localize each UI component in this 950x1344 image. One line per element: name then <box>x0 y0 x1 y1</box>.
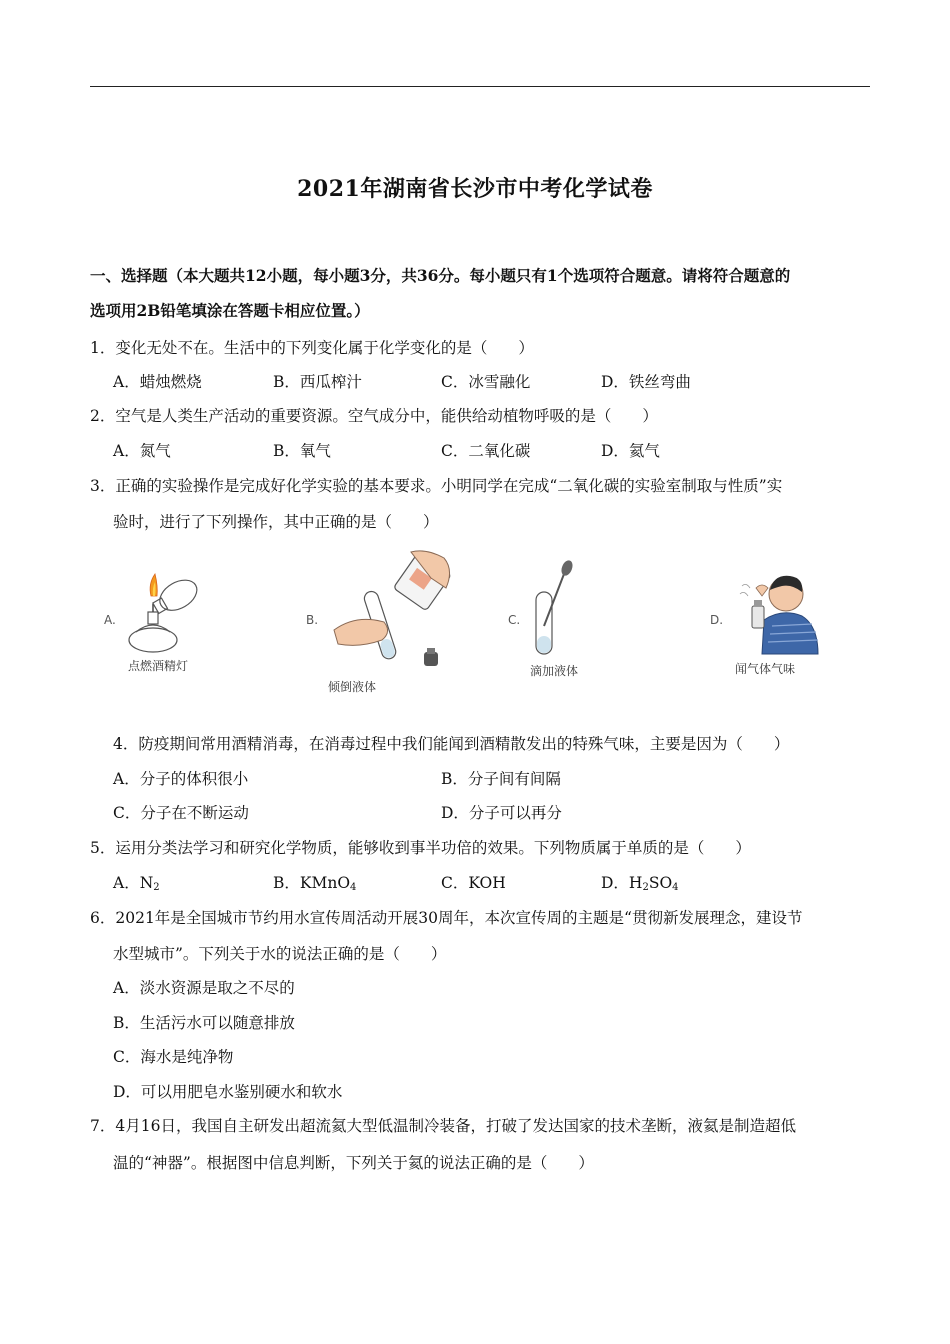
option-a-formula: A．N <box>113 874 154 892</box>
exam-title: 2021年湖南省长沙市中考化学试卷 <box>297 176 653 202</box>
question-6-stem-line1: 6．2021年是全国城市节约用水宣传周活动开展30周年，本次宣传周的主题是“贯彻新发展理念，建设节 <box>90 909 803 927</box>
option-a-subscript: 2 <box>153 882 160 893</box>
question-2-option-b[interactable]: B．氧气 <box>273 442 331 460</box>
question-4-stem: 4．防疫期间常用酒精消毒，在消毒过程中我们能闻到酒精散发出的特殊气味，主要是因为（ ） <box>113 735 790 753</box>
question-5-stem: 5．运用分类法学习和研究化学物质，能够收到事半功倍的效果。下列物质属于单质的是（ ） <box>90 839 751 857</box>
section-heading-line2: 选项用2B铅笔填涂在答题卡相应位置。） <box>90 301 370 320</box>
figure-a-caption: 点燃酒精灯 <box>128 659 189 673</box>
question-6-option-b[interactable]: B．生活污水可以随意排放 <box>113 1014 295 1032</box>
option-d-formula-mid: SO <box>648 874 673 892</box>
option-d-formula: D．H <box>601 874 643 892</box>
question-2-option-d[interactable]: D．氦气 <box>601 442 660 460</box>
question-1-option-b[interactable]: B．西瓜榨汁 <box>273 373 362 391</box>
question-4-option-b[interactable]: B．分子间有间隔 <box>441 770 561 788</box>
question-4-option-d[interactable]: D．分子可以再分 <box>441 804 562 822</box>
question-6-option-a[interactable]: A．淡水资源是取之不尽的 <box>113 979 295 997</box>
question-2-option-c[interactable]: C．二氧化碳 <box>441 442 531 460</box>
question-6-stem-line2: 水型城市”。下列关于水的说法正确的是（ ） <box>113 945 447 963</box>
question-5-option-a[interactable] <box>113 871 160 893</box>
option-b-formula: B．KMnO <box>273 874 351 892</box>
figure-c-caption: 滴加液体 <box>530 664 579 678</box>
question-5-option-b[interactable] <box>273 871 356 893</box>
question-5-option-c[interactable]: C．KOH <box>441 874 506 892</box>
question-3-stem-line2: 验时，进行了下列操作，其中正确的是（ ） <box>113 513 439 531</box>
section-heading-line1: 一、选择题（本大题共12小题，每小题3分，共36分。每小题只有1个选项符合题意。请将符合题意的 <box>90 266 791 285</box>
question-1-option-d[interactable]: D．铁丝弯曲 <box>601 373 691 391</box>
figure-c-letter[interactable]: C. <box>508 613 521 627</box>
question-4-option-a[interactable]: A．分子的体积很小 <box>113 770 249 788</box>
dropper-figure <box>528 560 578 658</box>
pouring-liquid-figure <box>326 548 466 676</box>
figure-a-letter[interactable]: A. <box>104 613 116 627</box>
question-3-stem-line1: 3．正确的实验操作是完成好化学实验的基本要求。小明同学在完成“二氧化碳的实验室制取与性质”实 <box>90 477 783 495</box>
question-2-stem: 2．空气是人类生产活动的重要资源。空气成分中，能供给动植物呼吸的是（ ） <box>90 407 658 425</box>
figure-b-caption: 倾倒液体 <box>328 680 377 694</box>
question-1-option-a[interactable]: A．蜡烛燃烧 <box>113 373 202 391</box>
question-1-option-c[interactable]: C．冰雪融化 <box>441 373 531 391</box>
question-4-option-c[interactable]: C．分子在不断运动 <box>113 804 249 822</box>
alcohol-lamp-figure <box>118 568 208 656</box>
figure-b-letter[interactable]: B. <box>306 613 319 627</box>
question-5-option-d[interactable] <box>601 871 679 893</box>
smelling-gas-figure <box>732 566 822 656</box>
header-rule <box>90 86 870 87</box>
question-1-stem: 1．变化无处不在。生活中的下列变化属于化学变化的是（ ） <box>90 339 534 357</box>
question-2-option-a[interactable]: A．氮气 <box>113 442 171 460</box>
question-7-stem-line2: 温的“神器”。根据图中信息判断，下列关于氦的说法正确的是（ ） <box>113 1154 594 1172</box>
figure-d-caption: 闻气体气味 <box>735 662 796 676</box>
question-6-option-d[interactable]: D．可以用肥皂水鉴别硬水和软水 <box>113 1083 343 1101</box>
option-d-subscript-2: 4 <box>672 882 679 893</box>
option-b-subscript: 4 <box>350 882 357 893</box>
figure-d-letter[interactable]: D. <box>710 613 724 627</box>
question-6-option-c[interactable]: C．海水是纯净物 <box>113 1048 234 1066</box>
option-d-subscript-1: 2 <box>642 882 649 893</box>
question-7-stem-line1: 7．4月16日，我国自主研发出超流氦大型低温制冷装备，打破了发达国家的技术垄断，液氦是制造超低 <box>90 1117 796 1135</box>
